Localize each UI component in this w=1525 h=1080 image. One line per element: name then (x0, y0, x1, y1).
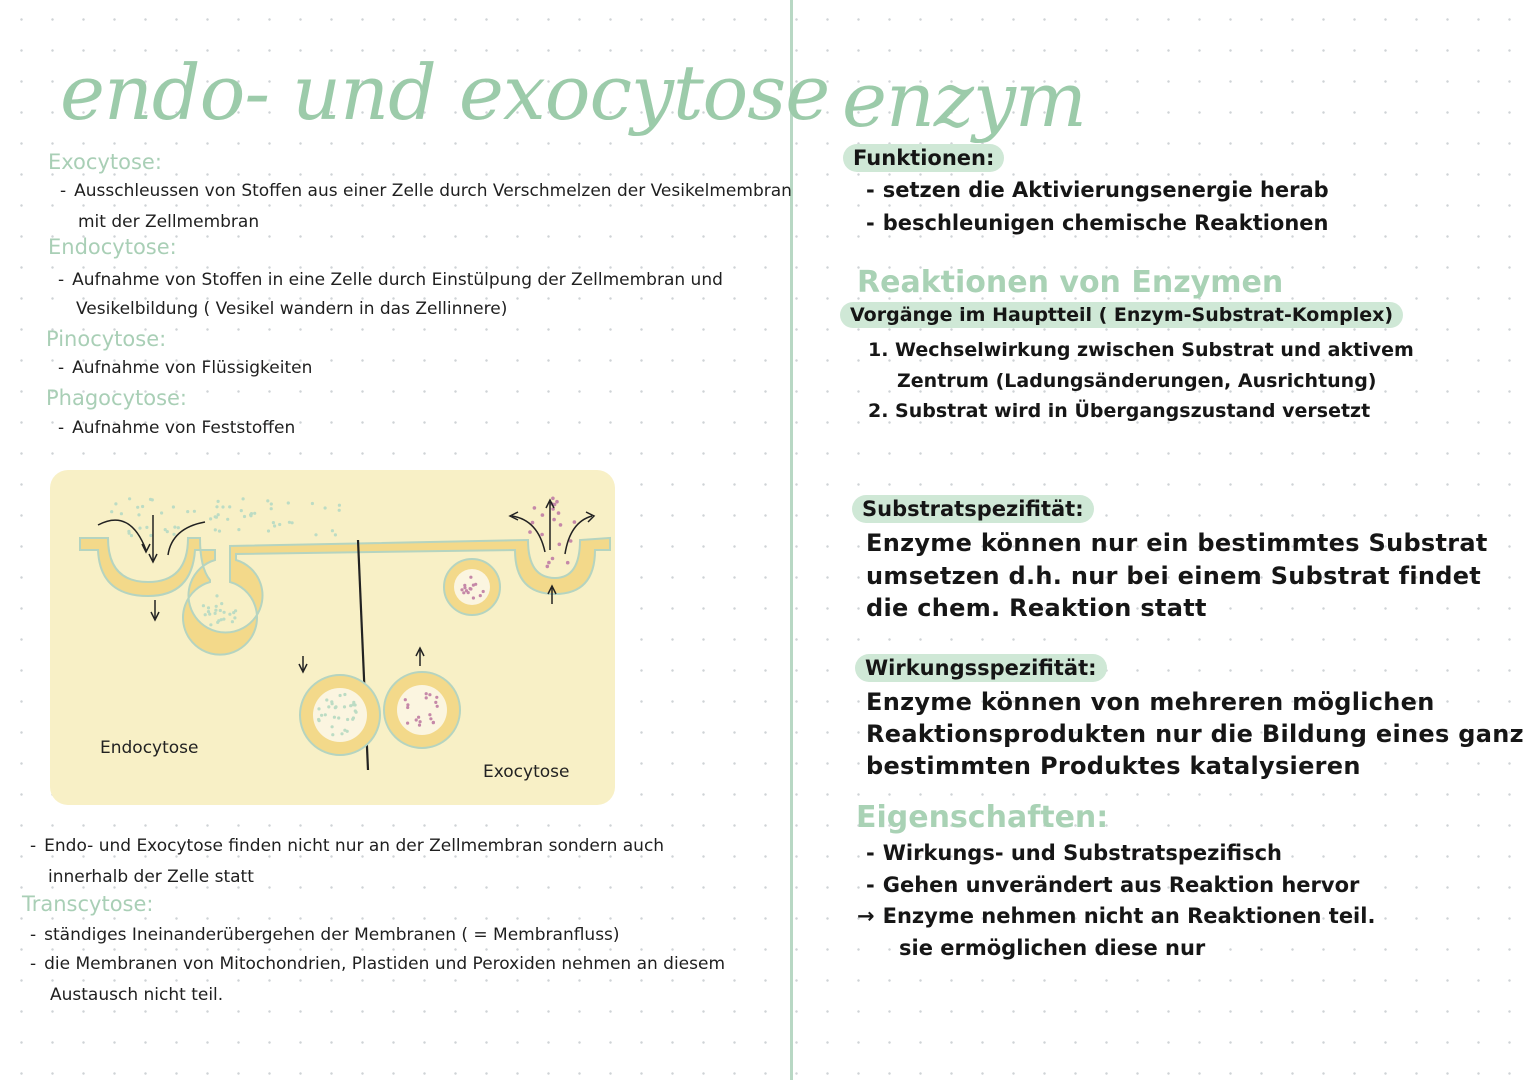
particle (343, 705, 346, 708)
endocytose-line-2: Vesikelbildung ( Vesikel wandern in das Zellinnere) (76, 299, 508, 319)
particle (217, 500, 220, 503)
diagram-label-endocytose: Endocytose (100, 738, 199, 758)
particle (343, 693, 346, 696)
particle (434, 701, 437, 704)
particle (337, 716, 340, 719)
particle (272, 521, 275, 524)
particle (469, 576, 472, 579)
particle (149, 534, 152, 537)
particle (551, 557, 555, 561)
endocytose-heading: Endocytose: (48, 235, 177, 259)
exocytose-heading: Exocytose: (48, 150, 162, 174)
particle (207, 606, 210, 609)
particle (209, 623, 212, 626)
particle (428, 693, 431, 696)
particle (273, 524, 276, 527)
reaktionen-heading: Reaktionen von Enzymen (857, 265, 1284, 300)
particle (228, 613, 231, 616)
particle (436, 705, 439, 708)
particle (533, 506, 537, 510)
particle (237, 528, 240, 531)
particle (462, 591, 465, 594)
exocytose-line-1: - Ausschleussen von Stoffen aus einer Zelle durch Verschmelzen der Vesikelmembran (60, 181, 792, 201)
particle (425, 696, 428, 699)
particle (291, 521, 294, 524)
particle (226, 518, 229, 521)
particle (164, 528, 167, 531)
particle (240, 509, 243, 512)
particle (555, 500, 559, 504)
particle (472, 584, 475, 587)
particle (202, 604, 205, 607)
particle (314, 533, 317, 536)
transcytose-line-3: Austausch nicht teil. (50, 985, 224, 1005)
particle (541, 513, 545, 517)
arrow-right-icon: → (857, 904, 875, 928)
particle (573, 520, 577, 524)
particle (221, 505, 224, 508)
eigenschaften-heading: Eigenschaften: (856, 800, 1109, 835)
particle (172, 505, 175, 508)
particle (136, 506, 139, 509)
particle (320, 714, 323, 717)
particle (172, 533, 175, 536)
particle (249, 514, 252, 517)
particle (417, 716, 420, 719)
substratspezifitaet-heading: Substratspezifität: (852, 495, 1094, 523)
particle (460, 588, 463, 591)
particle (406, 706, 409, 709)
reaktionen-line-3: 2. Substrat wird in Übergangszustand versetzt (868, 400, 1371, 422)
note-line-1: - Endo- und Exocytose finden nicht nur an der Zellmembran sondern auch (30, 836, 665, 856)
eigenschaften-line-3: → Enzyme nehmen nicht an Reaktionen teil. (857, 904, 1376, 928)
particle (352, 716, 355, 719)
particle (217, 619, 220, 622)
particle (435, 696, 438, 699)
particle (338, 504, 341, 507)
substratspezifitaet-line-2: umsetzen d.h. nur bei einem Substrat findet (866, 562, 1482, 590)
particle (540, 533, 544, 537)
particle (193, 510, 196, 513)
transcytose-line-2: - die Membranen von Mitochondrien, Plastiden und Peroxiden nehmen an diesem (30, 954, 726, 974)
particle (467, 591, 470, 594)
pinocytose-heading: Pinocytose: (46, 327, 167, 351)
particle (331, 529, 334, 532)
particle (114, 502, 117, 505)
particle (231, 620, 234, 623)
particle (208, 613, 211, 616)
particle (204, 613, 207, 616)
particle (339, 694, 342, 697)
particle (215, 505, 218, 508)
particle (557, 511, 561, 515)
particle (138, 527, 141, 530)
substratspezifitaet-line-1: Enzyme können nur ein bestimmtes Substrat (866, 529, 1488, 557)
particle (120, 512, 123, 515)
eigenschaften-line-2: - Gehen unverändert aus Reaktion hervor (866, 873, 1360, 897)
particle (217, 513, 220, 516)
particle (218, 530, 221, 533)
particle (267, 529, 270, 532)
note-line-2: innerhalb der Zelle statt (48, 867, 254, 887)
particle (141, 505, 144, 508)
transcytose-line-1: - ständiges Ineinanderübergehen der Membranen ( = Membranfluss) (30, 925, 620, 945)
particle (173, 526, 176, 529)
particle (346, 730, 349, 733)
eigenschaften-line-4: sie ermöglichen diese nur (899, 936, 1206, 960)
reaktionen-line-1: 1. Wechselwirkung zwischen Substrat und aktivem (868, 339, 1414, 361)
wirkungsspezifitaet-line-2: Reaktionsprodukten nur die Bildung eines ganz (866, 720, 1524, 748)
particle (160, 511, 163, 514)
particle (128, 497, 131, 500)
particle (327, 705, 330, 708)
particle (463, 584, 466, 587)
particle (219, 609, 222, 612)
particle (287, 501, 290, 504)
eigenschaften-line-1: - Wirkungs- und Substratspezifisch (866, 841, 1282, 865)
particle (569, 539, 573, 543)
particle (242, 497, 245, 500)
particle (317, 707, 320, 710)
particle (331, 725, 334, 728)
particle (352, 703, 355, 706)
particle (243, 515, 246, 518)
substratspezifitaet-line-3: die chem. Reaktion statt (866, 594, 1207, 622)
particle (425, 692, 428, 695)
particle (228, 505, 231, 508)
right-page-title: enzym (842, 55, 1086, 144)
particle (346, 718, 349, 721)
particle (220, 602, 223, 605)
wirkungsspezifitaet-line-1: Enzyme können von mehreren möglichen (866, 688, 1435, 716)
transcytose-heading: Transcytose: (22, 892, 154, 916)
particle (404, 698, 407, 701)
particle (547, 561, 551, 565)
exocytose-line-2: mit der Zellmembran (78, 212, 260, 232)
particle (528, 530, 532, 534)
left-page-title: endo- und exocytose (60, 48, 830, 137)
particle (531, 521, 535, 525)
particle (317, 718, 320, 721)
particle (130, 534, 133, 537)
wirkungsspezifitaet-line-3: bestimmten Produktes katalysieren (866, 752, 1361, 780)
particle (334, 705, 337, 708)
particle (340, 732, 343, 735)
endocytose-line-1: - Aufnahme von Stoffen in eine Zelle durch Einstülpung der Zellmembran und (58, 270, 723, 290)
particle (270, 502, 273, 505)
particle (566, 561, 570, 565)
particle (338, 509, 341, 512)
particle (552, 518, 556, 522)
particle (429, 717, 432, 720)
particle (137, 513, 140, 516)
page-divider (790, 0, 793, 1080)
particle (482, 590, 485, 593)
particle (253, 512, 256, 515)
particle (145, 526, 148, 529)
particle (324, 506, 327, 509)
particle (472, 596, 475, 599)
funktionen-line-1: - setzen die Aktivierungsenergie herab (866, 178, 1329, 202)
particle (334, 533, 337, 536)
funktionen-line-2: - beschleunigen chemische Reaktionen (866, 211, 1329, 235)
particle (177, 526, 180, 529)
particle (270, 507, 273, 510)
particle (186, 510, 189, 513)
particle (331, 733, 334, 736)
particle (214, 609, 217, 612)
particle (325, 698, 328, 701)
particle (331, 702, 334, 705)
phagocytose-line-1: - Aufnahme von Feststoffen (58, 418, 296, 438)
particle (415, 718, 418, 721)
particle (214, 515, 217, 518)
particle (149, 498, 152, 501)
particle (406, 722, 409, 725)
particle (546, 565, 550, 569)
particle (354, 709, 357, 712)
particle (324, 713, 327, 716)
particle (209, 517, 212, 520)
particle (288, 521, 291, 524)
particle (128, 532, 131, 535)
particle (232, 611, 235, 614)
pinocytose-line-1: - Aufnahme von Flüssigkeiten (58, 358, 313, 378)
reaktionen-line-2: Zentrum (Ladungsänderungen, Ausrichtung) (897, 370, 1377, 392)
diagram-label-exocytose: Exocytose (483, 762, 570, 782)
particle (419, 720, 422, 723)
particle (215, 605, 218, 608)
particle (432, 721, 435, 724)
endo-exocytose-diagram (50, 470, 620, 810)
particle (110, 510, 113, 513)
particle (214, 528, 217, 531)
particle (418, 724, 421, 727)
particle (558, 543, 562, 547)
wirkungsspezifitaet-heading: Wirkungsspezifität: (855, 654, 1107, 682)
reaktionen-subheading: Vorgänge im Hauptteil ( Enzym-Substrat-Komplex) (840, 302, 1403, 328)
funktionen-heading: Funktionen: (843, 144, 1004, 172)
particle (311, 502, 314, 505)
particle (333, 716, 336, 719)
particle (223, 611, 226, 614)
particle (233, 616, 236, 619)
particle (215, 594, 218, 597)
particle (428, 713, 431, 716)
phagocytose-heading: Phagocytose: (46, 386, 188, 410)
particle (278, 523, 281, 526)
particle (266, 499, 269, 502)
particle (214, 612, 217, 615)
particle (469, 587, 472, 590)
particle (479, 594, 482, 597)
particle (222, 618, 225, 621)
particle (559, 523, 563, 527)
particle (551, 497, 555, 501)
